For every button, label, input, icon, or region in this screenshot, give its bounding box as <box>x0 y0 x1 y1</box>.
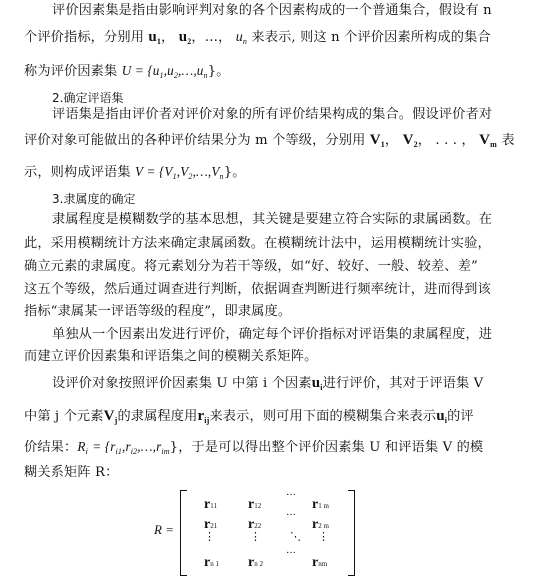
subscript: i <box>444 416 448 425</box>
matrix-cell-rn2 <box>248 554 263 571</box>
subscript: 21 <box>210 522 218 530</box>
symbol: r <box>312 517 319 532</box>
para2-line3 <box>24 163 514 186</box>
math-v2 <box>403 132 418 148</box>
math-u1 <box>148 29 161 45</box>
section-heading-3: 3.隶属度的确定 <box>52 192 136 206</box>
symbol: V <box>369 132 381 148</box>
matrix-dots-v2: ⋮ <box>250 531 261 543</box>
matrix-cell-rn1 <box>204 554 219 571</box>
math-ri <box>77 439 88 454</box>
math-vm <box>479 132 497 148</box>
text: ，…， <box>191 30 232 45</box>
matrix-cell-r11 <box>204 496 217 513</box>
matrix-dots-h1: ··· <box>286 490 296 501</box>
text: }。 <box>223 165 246 180</box>
subscript: nm <box>318 560 328 568</box>
text: }，于是可以得出整个评价因素集 U 和评语集 V 的模 <box>169 440 484 455</box>
matrix-label: R = <box>154 522 174 537</box>
text: U = {u <box>121 63 160 78</box>
subscript: 22 <box>254 522 262 530</box>
math-set-r <box>92 439 169 454</box>
symbol: u <box>148 29 157 45</box>
matrix-dots-h2: ··· <box>286 510 296 521</box>
para3-line1: 隶属程度是模糊数学的基本思想，其关键是要建立符合实际的隶属函数。在 <box>52 212 493 227</box>
para5-line1 <box>52 374 514 397</box>
subscript: i1 <box>115 447 123 456</box>
para3-line3: 确立元素的隶属度。将元素划分为若干等级，如“好、较好、一般、较差、差” <box>24 259 478 274</box>
para2-line1: 评语集是指由评价者对评价对象的所有评价结果构成的集合。假设评价者对 <box>52 107 493 122</box>
text: 评价对象可能做出的各种评价结果分为 m 个等级，分别用 <box>24 133 366 148</box>
symbol: r <box>312 497 319 512</box>
math-set-v <box>135 164 224 179</box>
right-bracket <box>348 490 355 576</box>
text: 的隶属程度用 <box>117 409 198 424</box>
text: = {r <box>92 439 116 454</box>
para1-line1: 评价因素集是指由影响评判对象的各个因素构成的一个普通集合，假设有 n <box>52 3 492 18</box>
subscript: n <box>203 71 208 80</box>
symbol: V <box>402 132 414 148</box>
text: ,…,r <box>137 439 162 454</box>
text: ,…,V <box>192 164 220 179</box>
text: 来表示, 则这 n 个评价因素所构成的集合 <box>251 30 491 45</box>
symbol: r <box>248 517 255 532</box>
math-ui-2 <box>436 408 447 424</box>
subscript: n <box>242 37 248 46</box>
text: ,r <box>122 439 131 454</box>
para1-line3 <box>24 62 514 85</box>
subscript: i2 <box>130 447 138 456</box>
text: 示，则构成评语集 <box>24 165 131 180</box>
symbol: r <box>248 497 255 512</box>
para4-line2: 而建立评价因素集和评语集之间的模糊关系矩阵。 <box>24 349 318 364</box>
symbol: V <box>479 132 491 148</box>
subscript: 1 m <box>318 502 329 510</box>
symbol: V <box>103 408 115 424</box>
symbol: r <box>248 555 255 570</box>
text: 设评价对象按照评价因素集 U 中第 i 个因素 <box>52 376 312 391</box>
text: ， <box>384 133 399 148</box>
symbol: u <box>235 30 243 45</box>
para5-line2 <box>24 407 514 430</box>
symbol: u <box>311 375 321 391</box>
text: ， <box>161 30 175 45</box>
subscript: i <box>85 447 88 456</box>
math-ui <box>312 375 323 391</box>
para4-line1: 单独从一个因素出发进行评价，确定每个评价指标对评语集的隶属程度，进 <box>52 327 493 342</box>
subscript: 1 <box>156 37 162 46</box>
text: 表 <box>501 133 515 148</box>
symbol: r <box>204 555 211 570</box>
math-set-u <box>122 63 208 78</box>
symbol: u <box>178 29 188 45</box>
subscript: n 2 <box>254 560 263 568</box>
math-rij <box>197 408 209 424</box>
subscript: ij <box>204 416 210 425</box>
subscript: 2 <box>188 172 193 181</box>
subscript: 2 <box>413 140 418 149</box>
text: V = {V <box>135 164 173 179</box>
subscript: 2 <box>173 71 179 80</box>
text: 来表示，则可用下面的模糊集合来表示 <box>209 409 437 424</box>
subscript: 12 <box>254 502 262 510</box>
subscript: n <box>219 172 224 181</box>
symbol: r <box>197 408 205 424</box>
text: 称为评价因素集 <box>24 64 118 79</box>
subscript: 2 <box>187 37 192 46</box>
para1-line2 <box>24 28 514 51</box>
text: 进行评价，其对于评语集 V <box>322 376 484 391</box>
text: }。 <box>207 64 230 79</box>
para5-line3 <box>24 438 514 461</box>
subscript: m <box>490 140 497 149</box>
left-bracket <box>180 490 187 576</box>
subscript: im <box>161 447 170 456</box>
text: ,…,u <box>178 63 204 78</box>
subscript: 11 <box>210 502 217 510</box>
matrix-dots-h3: ··· <box>286 548 296 559</box>
symbol: r <box>312 555 319 570</box>
text: 个评价指标，分别用 <box>24 30 145 45</box>
symbol: u <box>436 408 445 424</box>
subscript: j <box>114 416 118 425</box>
subscript: 1 <box>380 140 385 149</box>
section-heading-2: 2.确定评语集 <box>52 91 124 105</box>
para2-line2 <box>24 131 514 154</box>
text: 中第 j 个元素 <box>24 409 104 424</box>
fuzzy-relation-matrix <box>140 490 380 574</box>
para3-line2: 此，采用模糊统计方法来确定隶属函数。在模糊统计法中，运用模糊统计实验， <box>24 236 491 251</box>
symbol: R <box>77 439 86 454</box>
para5-line4: 糊关系矩阵 R： <box>24 465 119 480</box>
text: ,V <box>176 164 189 179</box>
math-v1 <box>370 132 385 148</box>
subscript: 2 m <box>318 522 329 530</box>
matrix-dots-v1: ⋮ <box>204 531 215 543</box>
subscript: 1 <box>159 71 164 80</box>
text: ,u <box>163 63 174 78</box>
para3-line4: 这五个等级，然后通过调查进行判断，依据调查判断进行频率统计，进而得到该 <box>24 282 491 297</box>
matrix-dots-diag: ⋱ <box>290 531 301 543</box>
symbol: r <box>204 497 211 512</box>
math-un <box>236 30 247 45</box>
subscript: 1 <box>172 172 177 181</box>
text: 的评 <box>447 409 474 424</box>
para3-line5: 指标“隶属某一评语等级的程度”，即隶属度。 <box>24 304 292 319</box>
math-vj <box>104 408 118 424</box>
matrix-cell-rnm <box>312 554 327 571</box>
subscript: i <box>320 383 323 392</box>
subscript: n 1 <box>210 560 219 568</box>
matrix-cell-r12 <box>248 496 261 513</box>
matrix-dots-v3: ⋮ <box>318 531 329 543</box>
text: 价结果： <box>24 440 78 455</box>
math-u2 <box>179 29 192 45</box>
text: ， . . . ， <box>417 133 475 148</box>
symbol: r <box>204 517 211 532</box>
matrix-cell-r1m <box>312 496 329 513</box>
